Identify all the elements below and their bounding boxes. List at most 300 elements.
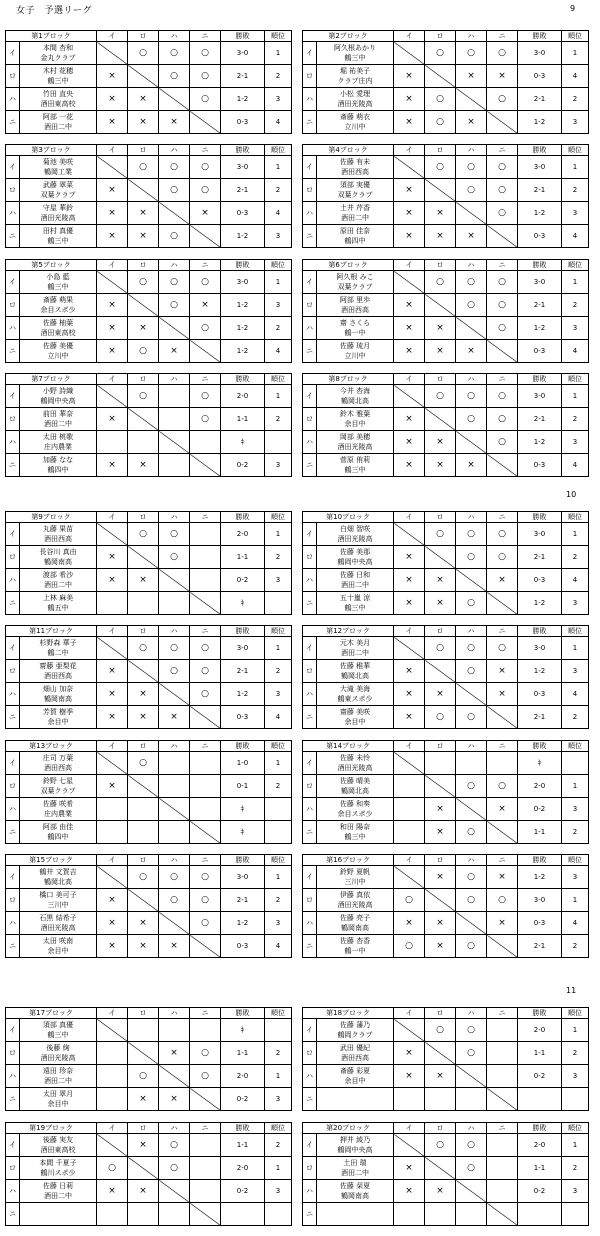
team-name: 余目中	[47, 718, 69, 726]
player-row	[303, 294, 589, 317]
player-row	[303, 546, 589, 569]
page-title: 女子 予選リーグ	[16, 6, 93, 16]
team-name: 鶴岡中央高	[337, 558, 373, 566]
team-name: 鶴三中	[47, 237, 69, 245]
player-name: 斎藤 萌果	[42, 296, 74, 304]
match-result: ○	[456, 935, 487, 958]
row-label: イ	[303, 1134, 317, 1157]
column-header: ハ	[159, 31, 190, 42]
column-header: イ	[97, 1123, 128, 1134]
player-name: 佐藤 美那	[339, 548, 371, 556]
column-header: イ	[394, 374, 425, 385]
self-match-cell	[97, 42, 128, 65]
match-result: ○	[487, 775, 518, 798]
rank: 1	[562, 271, 589, 294]
row-label: ロ	[6, 408, 20, 431]
win-loss-record: 1-1	[221, 1134, 265, 1157]
match-result: ○	[159, 225, 190, 248]
team-name: 鶴二中	[47, 649, 69, 657]
match-result: ×	[425, 1180, 456, 1203]
player-cell	[20, 1203, 97, 1226]
player-row	[303, 179, 589, 202]
match-result: ×	[97, 706, 128, 729]
self-match-cell	[487, 225, 518, 248]
player-cell	[317, 1180, 394, 1203]
block-table	[5, 259, 292, 363]
match-result: ○	[128, 385, 159, 408]
column-header: ニ	[190, 374, 221, 385]
row-label: ニ	[6, 592, 20, 615]
match-result: ×	[97, 1180, 128, 1203]
win-loss-record: 2-0	[518, 1019, 562, 1042]
team-name: 酒田東高校	[40, 329, 76, 337]
win-loss-record: 0-2	[518, 798, 562, 821]
rank-header: 順位	[265, 31, 292, 42]
player-name: 本間 杏和	[42, 44, 74, 52]
row-label: ロ	[6, 65, 20, 88]
match-result: ○	[128, 752, 159, 775]
player-row	[6, 1088, 292, 1111]
rank: 3	[265, 912, 292, 935]
self-match-cell	[425, 775, 456, 798]
row-label: ニ	[6, 706, 20, 729]
win-loss-record: 1-2	[221, 225, 265, 248]
match-result: ○	[456, 408, 487, 431]
block-table	[302, 854, 589, 958]
column-header: ハ	[456, 145, 487, 156]
win-loss-record: 1-1	[221, 546, 265, 569]
player-row	[303, 637, 589, 660]
player-row	[303, 683, 589, 706]
player-name: 前田 華奈	[42, 410, 74, 418]
rank: 4	[562, 912, 589, 935]
win-loss-record: 0-3	[518, 683, 562, 706]
column-header: ニ	[190, 260, 221, 271]
match-result: ○	[190, 385, 221, 408]
rank: 3	[562, 317, 589, 340]
player-cell	[20, 42, 97, 65]
column-header: ハ	[456, 855, 487, 866]
player-row	[303, 523, 589, 546]
column-header: ロ	[128, 626, 159, 637]
player-row	[6, 179, 292, 202]
player-cell	[317, 1019, 394, 1042]
player-cell	[317, 156, 394, 179]
match-result: ○	[487, 42, 518, 65]
match-result: ○	[456, 1134, 487, 1157]
match-result: ×	[97, 454, 128, 477]
team-name: 余目中	[47, 1100, 69, 1108]
self-match-cell	[487, 592, 518, 615]
record-header: 勝敗	[221, 855, 265, 866]
match-result	[394, 775, 425, 798]
rank: 4	[265, 202, 292, 225]
player-cell	[20, 202, 97, 225]
team-name: 双葉クラブ	[337, 283, 373, 291]
player-cell	[20, 179, 97, 202]
row-label: ニ	[6, 1203, 20, 1226]
team-name: 鶴岡北高	[341, 787, 369, 795]
column-header: ロ	[425, 145, 456, 156]
match-result: ○	[128, 866, 159, 889]
rank-header: 順位	[265, 741, 292, 752]
player-name: 佐藤 栞夏	[339, 1182, 371, 1190]
block-header-row	[6, 1123, 292, 1134]
team-name: 鶴岡南高	[44, 558, 72, 566]
block-table	[302, 1007, 589, 1111]
self-match-cell	[487, 111, 518, 134]
rank: 3	[265, 1088, 292, 1111]
player-row	[303, 569, 589, 592]
match-result: ○	[425, 1019, 456, 1042]
team-name: 酒田西高	[44, 672, 72, 680]
player-cell	[317, 294, 394, 317]
block-header-row	[6, 145, 292, 156]
win-loss-record: 2-0	[221, 1157, 265, 1180]
player-name: 土田 瑞	[343, 1159, 367, 1167]
self-match-cell	[456, 431, 487, 454]
rank	[265, 1019, 292, 1042]
win-loss-record: 1-1	[518, 821, 562, 844]
player-cell	[317, 912, 394, 935]
column-header: イ	[394, 512, 425, 523]
match-result	[159, 408, 190, 431]
player-name: 長谷川 真由	[39, 548, 77, 556]
match-result: ○	[425, 385, 456, 408]
player-name: 遠田 珍奈	[42, 1067, 74, 1075]
block-header-row	[303, 31, 589, 42]
column-header: ニ	[487, 741, 518, 752]
self-match-cell	[456, 202, 487, 225]
player-row	[6, 65, 292, 88]
self-match-cell	[425, 294, 456, 317]
player-cell	[20, 408, 97, 431]
player-row	[6, 752, 292, 775]
win-loss-record: 2-0	[221, 1065, 265, 1088]
team-name: 酒田西高	[341, 168, 369, 176]
match-result: ×	[425, 683, 456, 706]
record-header: 勝敗	[221, 1008, 265, 1019]
team-name: 酒田二中	[341, 649, 369, 657]
row-label: ニ	[303, 1088, 317, 1111]
player-name: 畑山 加奈	[42, 685, 74, 693]
player-name: 守屋 華鈴	[42, 204, 74, 212]
row-label: ハ	[6, 569, 20, 592]
match-result: ×	[159, 935, 190, 958]
win-loss-record: 1-2	[221, 88, 265, 111]
team-name: 三川中	[47, 901, 69, 909]
match-result: ○	[159, 1134, 190, 1157]
win-loss-record: 2-1	[518, 546, 562, 569]
match-result	[394, 1203, 425, 1226]
player-row	[6, 271, 292, 294]
player-cell	[20, 546, 97, 569]
match-result	[487, 1019, 518, 1042]
record-header: 勝敗	[518, 31, 562, 42]
rank: 4	[265, 111, 292, 134]
match-result: ○	[128, 42, 159, 65]
match-result: ○	[128, 523, 159, 546]
player-row	[303, 752, 589, 775]
team-name: 余目中	[344, 1077, 366, 1085]
player-cell	[20, 569, 97, 592]
win-loss-record: 0-3	[518, 340, 562, 363]
self-match-cell	[456, 798, 487, 821]
block-title: 第11ブロック	[6, 626, 97, 637]
match-result: ○	[159, 294, 190, 317]
match-result: ○	[190, 271, 221, 294]
column-header: ハ	[159, 626, 190, 637]
match-result	[190, 523, 221, 546]
match-result	[97, 821, 128, 844]
match-result	[97, 1088, 128, 1111]
rank: 1	[265, 385, 292, 408]
match-result: ○	[456, 546, 487, 569]
win-loss-record: 1-2	[518, 317, 562, 340]
row-label: イ	[303, 385, 317, 408]
rank-header: 順位	[265, 1008, 292, 1019]
self-match-cell	[456, 317, 487, 340]
player-name: 和田 陽奈	[339, 823, 371, 831]
team-name: 鶴岡南高	[341, 1192, 369, 1200]
win-loss-record: 3-0	[221, 637, 265, 660]
win-loss-record: 0-2	[221, 569, 265, 592]
column-header: イ	[394, 626, 425, 637]
record-header: 勝敗	[221, 1123, 265, 1134]
player-cell	[20, 385, 97, 408]
player-name: 佐藤 和奏	[339, 800, 371, 808]
block-title: 第16ブロック	[303, 855, 394, 866]
row-label: イ	[303, 523, 317, 546]
match-result: ×	[394, 408, 425, 431]
column-header: ロ	[425, 855, 456, 866]
rank: 2	[562, 294, 589, 317]
player-row	[303, 1065, 589, 1088]
block-title: 第1ブロック	[6, 31, 97, 42]
match-result: ×	[97, 935, 128, 958]
match-result: ×	[128, 202, 159, 225]
rank: 3	[562, 202, 589, 225]
player-row	[303, 912, 589, 935]
rank-header: 順位	[265, 855, 292, 866]
player-row	[303, 88, 589, 111]
row-label: イ	[6, 42, 20, 65]
team-name: 鶴岡北高	[44, 878, 72, 886]
block-title: 第6ブロック	[303, 260, 394, 271]
match-result: ○	[128, 271, 159, 294]
rank: 1	[562, 637, 589, 660]
row-label: ロ	[6, 1042, 20, 1065]
player-cell	[317, 65, 394, 88]
player-row	[303, 202, 589, 225]
row-label: ロ	[6, 775, 20, 798]
rank: 2	[562, 821, 589, 844]
column-header: ニ	[190, 741, 221, 752]
row-label: ニ	[6, 111, 20, 134]
rank: 2	[562, 408, 589, 431]
player-cell	[20, 523, 97, 546]
column-header: ハ	[159, 512, 190, 523]
record-header: 勝敗	[221, 512, 265, 523]
block-table	[5, 625, 292, 729]
match-result: ○	[456, 866, 487, 889]
row-label: ロ	[303, 294, 317, 317]
player-name: 渡部 希沙	[42, 571, 74, 579]
player-row	[6, 592, 292, 615]
match-result: ×	[128, 935, 159, 958]
row-label: ニ	[6, 225, 20, 248]
row-label: ロ	[6, 660, 20, 683]
column-header: イ	[97, 260, 128, 271]
team-name: 余目スポ少	[337, 810, 373, 818]
player-cell	[317, 179, 394, 202]
player-row	[6, 1157, 292, 1180]
match-result: ○	[190, 889, 221, 912]
rank: 3	[562, 866, 589, 889]
player-row	[6, 111, 292, 134]
player-row	[6, 523, 292, 546]
win-loss-record: 2-1	[518, 935, 562, 958]
player-row	[303, 706, 589, 729]
player-cell	[317, 523, 394, 546]
match-result: ×	[425, 569, 456, 592]
win-loss-record: 1-2	[518, 431, 562, 454]
match-result	[190, 569, 221, 592]
row-label: イ	[303, 271, 317, 294]
rank-header: 順位	[562, 145, 589, 156]
team-name: 鶴三中	[344, 54, 366, 62]
self-match-cell	[425, 546, 456, 569]
player-cell	[317, 271, 394, 294]
match-result: ×	[425, 454, 456, 477]
rank	[265, 1203, 292, 1226]
rank: 1	[265, 42, 292, 65]
match-result: ○	[425, 271, 456, 294]
self-match-cell	[97, 1134, 128, 1157]
match-result	[128, 821, 159, 844]
win-loss-record: 1-0	[221, 752, 265, 775]
player-row	[303, 935, 589, 958]
player-name: 齋藤 亜梨花	[39, 662, 77, 670]
player-name: 武田 優紀	[339, 1044, 371, 1052]
match-result: ×	[487, 683, 518, 706]
player-row	[303, 65, 589, 88]
match-result	[190, 431, 221, 454]
match-result: ×	[97, 408, 128, 431]
win-loss-record: 0-3	[221, 706, 265, 729]
player-row	[303, 1157, 589, 1180]
player-name: 岡部 美穂	[339, 433, 371, 441]
player-name: 佐藤 柚葉	[42, 319, 74, 327]
player-cell	[20, 798, 97, 821]
match-result: ×	[394, 683, 425, 706]
rank: 2	[265, 408, 292, 431]
rank	[265, 592, 292, 615]
column-header: ハ	[159, 855, 190, 866]
player-row	[6, 660, 292, 683]
self-match-cell	[456, 912, 487, 935]
block-header-row	[6, 260, 292, 271]
row-label: イ	[6, 1134, 20, 1157]
win-loss-record: 0-3	[221, 111, 265, 134]
match-result: ○	[456, 660, 487, 683]
match-result: ×	[394, 202, 425, 225]
win-loss-record: 1-1	[518, 1042, 562, 1065]
player-row	[303, 431, 589, 454]
win-loss-record: ｷ	[518, 752, 562, 775]
match-result	[487, 1180, 518, 1203]
win-loss-record: 2-1	[518, 706, 562, 729]
player-row	[6, 1065, 292, 1088]
win-loss-record: 2-1	[221, 65, 265, 88]
self-match-cell	[128, 294, 159, 317]
team-name: 酒田二中	[341, 581, 369, 589]
match-result: ○	[190, 1042, 221, 1065]
match-result: ○	[190, 637, 221, 660]
block-table	[302, 373, 589, 477]
match-result: ○	[159, 271, 190, 294]
match-result: ×	[394, 1157, 425, 1180]
win-loss-record: 0-2	[518, 1065, 562, 1088]
self-match-cell	[159, 88, 190, 111]
column-header: ニ	[190, 1008, 221, 1019]
match-result: ×	[159, 1088, 190, 1111]
block-title: 第4ブロック	[303, 145, 394, 156]
match-result: ○	[159, 637, 190, 660]
self-match-cell	[159, 683, 190, 706]
record-header: 勝敗	[518, 374, 562, 385]
player-name: 堀 祐美子	[339, 67, 371, 75]
self-match-cell	[190, 1203, 221, 1226]
page-number: 9	[570, 4, 576, 13]
match-result: ×	[425, 592, 456, 615]
match-result: ○	[456, 821, 487, 844]
row-label: ニ	[303, 706, 317, 729]
rank-header: 順位	[562, 626, 589, 637]
self-match-cell	[487, 1203, 518, 1226]
block-table	[5, 373, 292, 477]
match-result: ×	[97, 569, 128, 592]
match-result: ○	[456, 592, 487, 615]
win-loss-record: 2-1	[221, 660, 265, 683]
column-header: ニ	[190, 1123, 221, 1134]
block-table	[302, 511, 589, 615]
rank: 1	[562, 775, 589, 798]
self-match-cell	[159, 1180, 190, 1203]
rank: 2	[265, 546, 292, 569]
match-result: ×	[97, 317, 128, 340]
self-match-cell	[425, 1042, 456, 1065]
self-match-cell	[456, 569, 487, 592]
team-name: 酒田二中	[44, 123, 72, 131]
row-label: ニ	[303, 935, 317, 958]
player-name: 丸藤 果苗	[42, 525, 74, 533]
match-result: ○	[425, 523, 456, 546]
row-label: ハ	[303, 1180, 317, 1203]
rank-header: 順位	[265, 145, 292, 156]
team-name: 酒田二中	[44, 581, 72, 589]
match-result	[159, 454, 190, 477]
row-label: ハ	[303, 202, 317, 225]
team-name: 双葉クラブ	[337, 191, 373, 199]
player-name: 土井 芹香	[339, 204, 371, 212]
rank: 1	[562, 156, 589, 179]
block-title: 第19ブロック	[6, 1123, 97, 1134]
match-result: ○	[159, 546, 190, 569]
match-result: ×	[425, 202, 456, 225]
match-result	[425, 1088, 456, 1111]
player-cell	[20, 592, 97, 615]
